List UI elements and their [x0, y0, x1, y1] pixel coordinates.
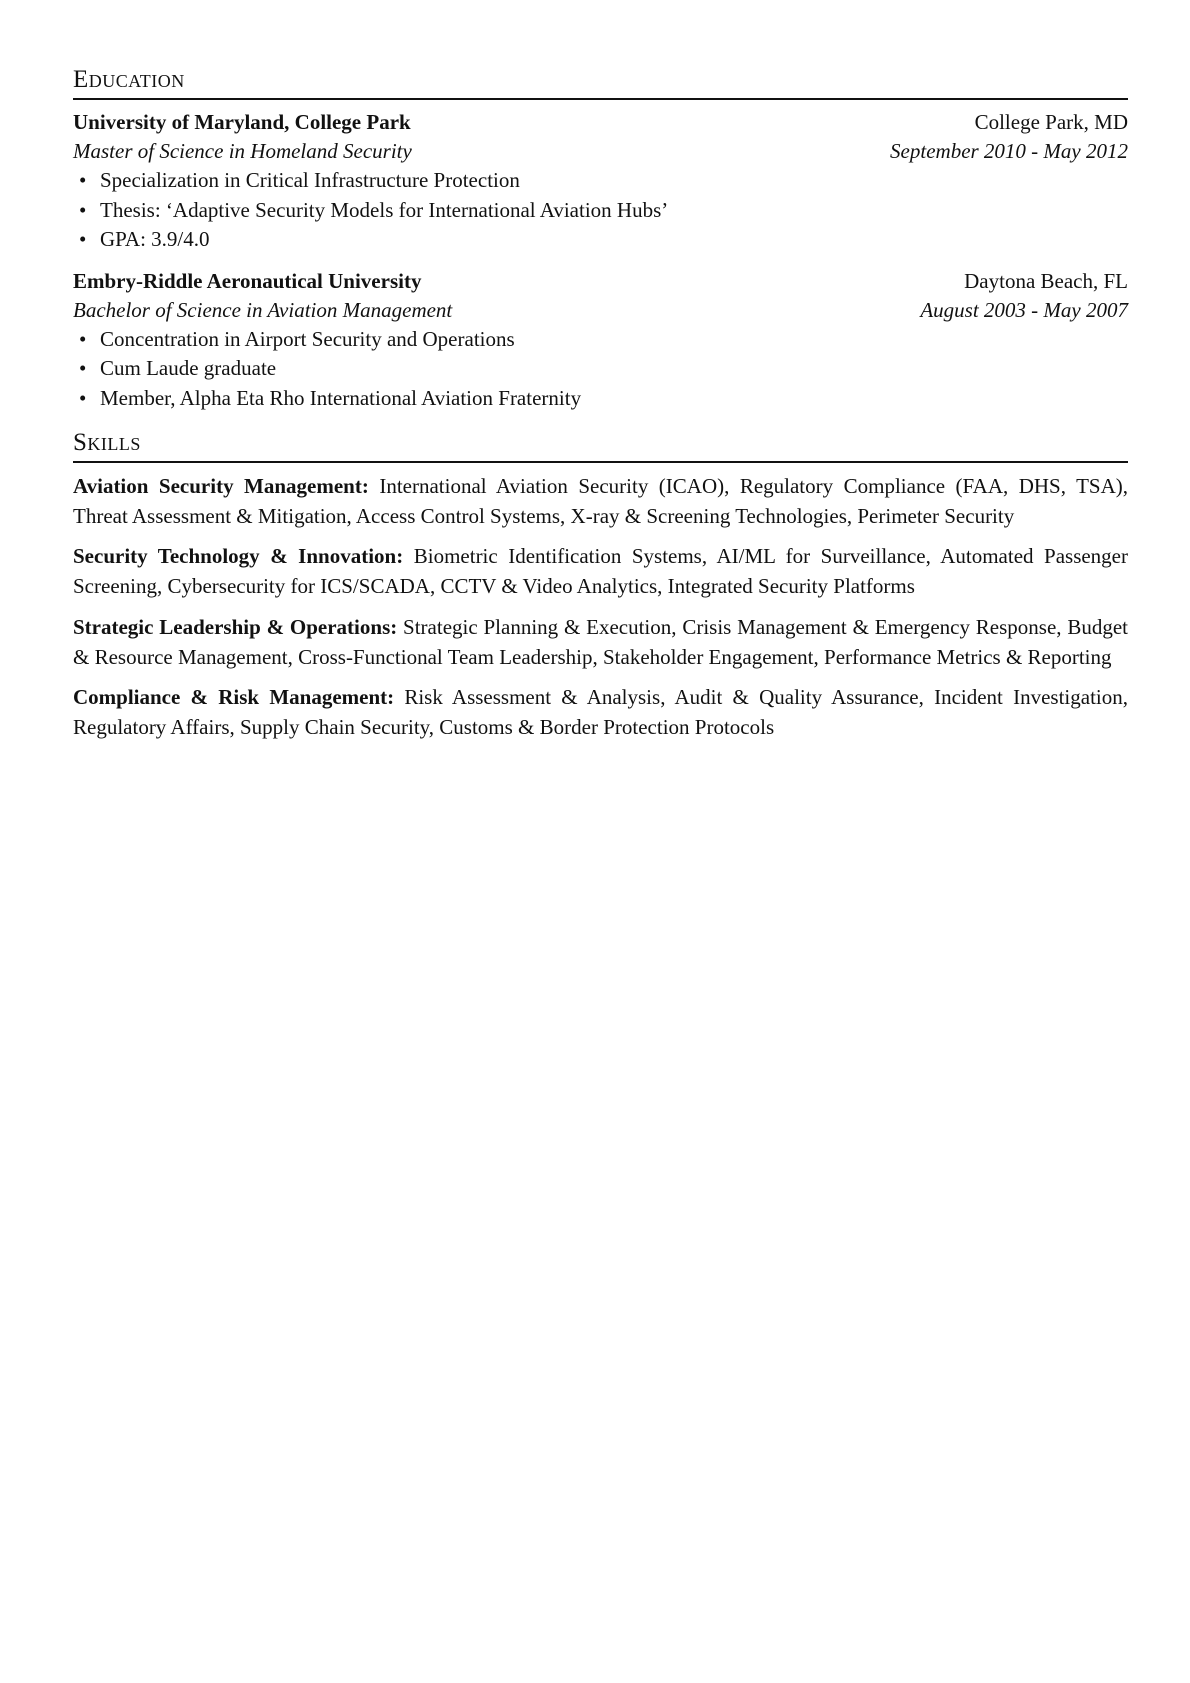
education-bullet [73, 384, 1128, 414]
institution-name: Embry-Riddle Aeronautical University [73, 268, 422, 293]
skill-group-text: Risk Assessment & Analysis, Audit & Quality Assurance, Incident Investigation, Regulatory Affairs, Supply Chain Security, Customs & Border Protection Protocols [73, 685, 1128, 739]
skill-group-text: Biometric Identification Systems, AI/ML for Surveillance, Automated Passenger Screening, Cybersecurity for ICS/SCADA, CCTV & Video Analytics, Integrated Security Platforms [73, 544, 1129, 599]
bullet-text: Member, Alpha Eta Rho International Aviation Fraternity [100, 385, 582, 410]
bullet-icon: • [79, 227, 87, 251]
education-bullet [73, 166, 1128, 196]
institution-name: University of Maryland, College Park [73, 110, 411, 134]
skill-group-text: Strategic Planning & Execution, Crisis Management & Emergency Response, Budget & Resource Management, Cross-Functional Team Leadership, Stakeholder Engagement, Performance Metrics & Reporting [73, 614, 1128, 669]
skill-group [73, 613, 1128, 672]
education-entry-subheader [73, 137, 1128, 166]
education-entry-header [73, 267, 1128, 296]
skill-group-text: International Aviation Security (ICAO), Regulatory Compliance (FAA, DHS, TSA), Threat Assessment & Mitigation, Access Control Systems, X-ray & Screening Technologies, Perimeter Security [73, 474, 1128, 528]
degree-name: Master of Science in Homeland Security [73, 139, 412, 163]
bullet-icon: • [79, 356, 87, 380]
education-bullet [73, 225, 1128, 255]
education-entry [73, 267, 1128, 414]
bullet-icon: • [79, 326, 87, 351]
bullet-icon: • [79, 168, 87, 192]
bullet-text: Cum Laude graduate [100, 356, 277, 380]
degree-name: Bachelor of Science in Aviation Management [73, 297, 453, 322]
skill-group [73, 683, 1128, 742]
education-bullet [73, 196, 1128, 226]
education-entry-header [73, 108, 1128, 137]
education-bullet [73, 325, 1128, 355]
bullet-icon: • [79, 197, 87, 222]
skill-group-label: Compliance & Risk Management: [73, 685, 395, 710]
education-heading: Education [73, 62, 1128, 100]
bullet-text: GPA: 3.9/4.0 [100, 227, 210, 251]
education-bullet-list [73, 166, 1128, 255]
skill-group-label: Security Technology & Innovation: [73, 544, 404, 569]
education-entry [73, 108, 1128, 255]
skill-group [73, 542, 1128, 601]
institution-location: Daytona Beach, FL [964, 268, 1128, 293]
institution-location: College Park, MD [974, 110, 1128, 134]
bullet-text: Concentration in Airport Security and Operations [100, 326, 515, 351]
education-bullet [73, 354, 1128, 384]
education-bullet-list [73, 325, 1128, 414]
bullet-icon: • [79, 385, 87, 410]
resume-page [73, 62, 1128, 754]
skills-heading: Skills [73, 425, 1128, 463]
degree-dates: August 2003 - May 2007 [920, 297, 1128, 322]
bullet-text: Thesis: ‘Adaptive Security Models for International Aviation Hubs’ [100, 197, 669, 222]
skill-group-label: Aviation Security Management: [73, 474, 369, 498]
skill-group-label: Strategic Leadership & Operations: [73, 614, 398, 639]
skill-group [73, 472, 1128, 531]
bullet-text: Specialization in Critical Infrastructure Protection [100, 168, 520, 192]
degree-dates: September 2010 - May 2012 [890, 139, 1128, 163]
education-entry-subheader [73, 296, 1128, 325]
